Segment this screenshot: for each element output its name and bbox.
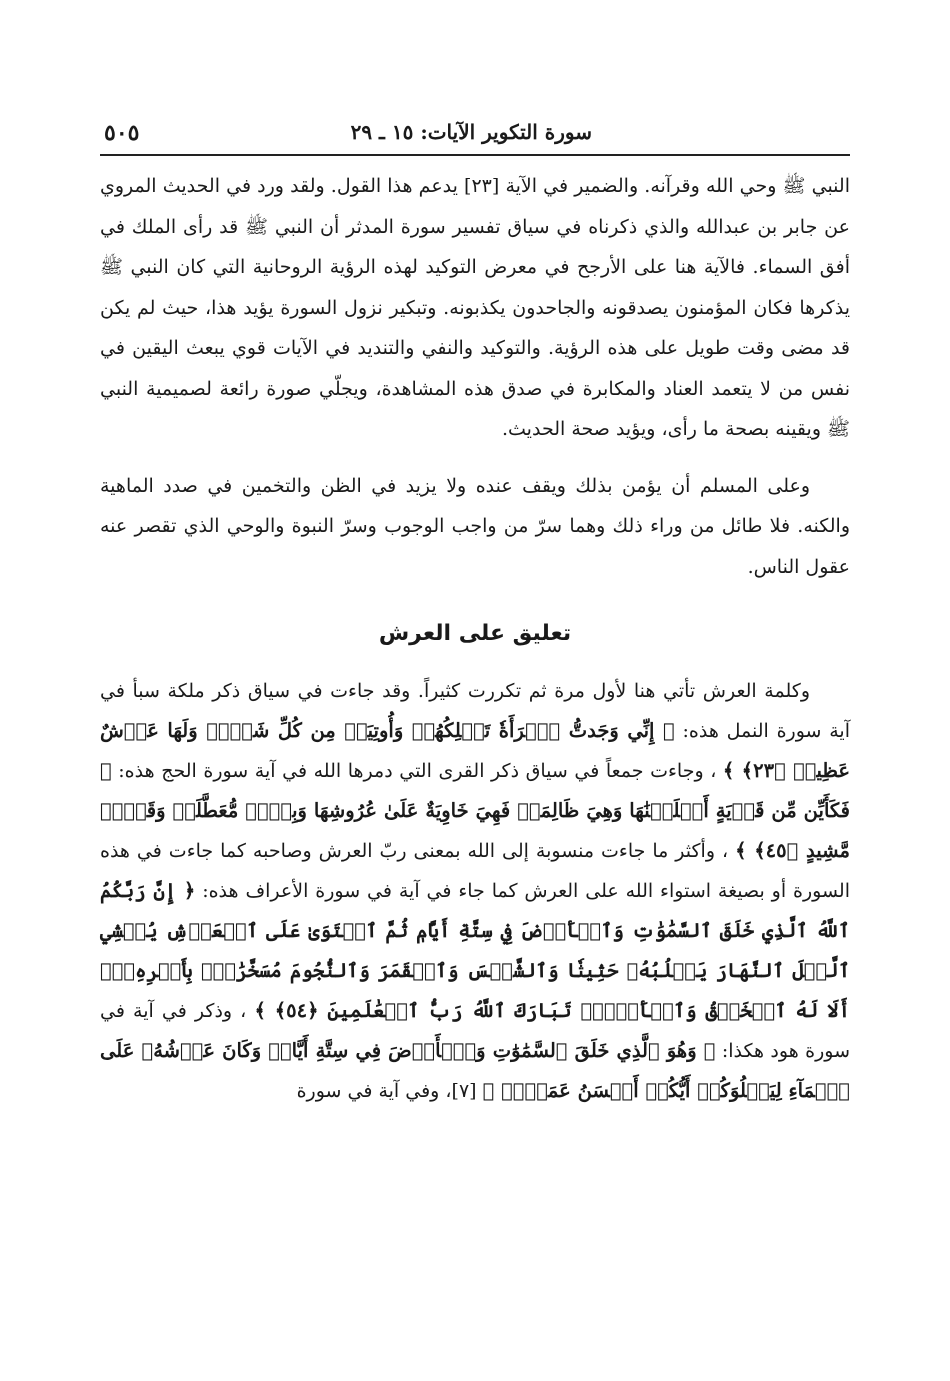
- book-page: [100, 118, 850, 1258]
- section-heading: تعليق على العرش: [378, 621, 572, 646]
- text-segment: [٧]، وفي آية في سورة: [296, 1080, 483, 1102]
- paragraph-throne: [100, 671, 850, 1111]
- quran-verse-araf: ﴿ إِنَّ رَبَّكُمُ ٱللَّهُ ٱلَّذِي خَلَقَ ٱلسَّمَٰوَٰتِ وَٱلۡأَرۡضَ فِي سِتَّةِ أَيَّامٖ ثُمَّ ٱسۡتَوَىٰ عَلَى ٱلۡعَرۡشِ يُغۡشِي ٱلَّيۡلَ ٱلنَّهَارَ يَطۡلُبُهُۥ حَثِيثٗا وَٱلشَّمۡسَ وَٱلۡقَمَرَ وَٱلنُّجُومَ مُسَخَّرَٰتِۭ بِأَمۡرِهِۦٓۗ أَلَا لَهُ ٱلۡخَلۡقُ وَٱلۡأَمۡرُۗ تَبَارَكَ ٱللَّهُ رَبُّ ٱلۡعَٰلَمِينَ ﴿٥٤﴾ ﴾: [100, 879, 851, 1022]
- text-segment: ، وأكثر ما جاءت منسوبة إلى الله بمعنى ربّ العرش وصاحبه كما جاءت في هذه السورة أو بصيغة استواء الله على العرش كما جاء في آية في سورة الأعراف هذه:: [100, 840, 850, 902]
- running-header: [100, 118, 850, 156]
- quran-verse-naml: ﴿ إِنِّي وَجَدتُّ ٱمۡرَأَةٗ تَمۡلِكُهُمۡ وَأُوتِيَتۡ مِن كُلِّ شَيۡءٖ وَلَهَا عَرۡشٌ عَظِيمٞ ﴿٢٣﴾ ﴾: [100, 719, 851, 782]
- paragraph-belief: وعلى المسلم أن يؤمن بذلك ويقف عنده ولا يزيد في الظن والتخمين في صدد الماهية والكنه. فلا طائل من وراء ذلك وهما سرّ من واجب الوجوب وسرّ النبوة والوحي الذي تقصر عنه عقول الناس.: [100, 474, 850, 578]
- quran-verse-hajj: ﴿ فَكَأَيِّن مِّن قَرۡيَةٍ أَهۡلَكۡنَٰهَا وَهِيَ ظَالِمَةٞ فَهِيَ خَاوِيَةٌ عَلَىٰ عُرُوشِهَا وَبِئۡرٖ مُّعَطَّلَةٖ وَقَصۡرٖ مَّشِيدٍ ﴿٤٥﴾ ﴾: [100, 759, 851, 862]
- text-segment: وكلمة العرش تأتي هنا لأول مرة ثم تكررت كثيراً. وقد جاءت في سياق ذكر ملكة سبأ في آية سورة النمل هذه:: [100, 680, 850, 742]
- header-title: سورة التكوير الآيات: ١٥ ـ ٢٩: [350, 120, 592, 144]
- page-number: ٥٠٥: [104, 120, 140, 146]
- text-segment: ، وجاءت جمعاً في سياق ذكر القرى التي دمرها الله في آية سورة الحج هذه:: [111, 760, 723, 782]
- paragraph-vision: النبي ﷺ وحي الله وقرآنه. والضمير في الآية [٢٣] يدعم هذا القول. ولقد ورد في الحديث المروي عن جابر بن عبدالله والذي ذكرناه في سياق تفسير سورة المدثر أن النبي ﷺ قد رأى الملك في أفق السماء. فالآية هنا على الأرجح في معرض التوكيد لهذه الرؤية الروحانية التي كان النبي ﷺ يذكرها فكان المؤمنون يصدقونه والجاحدون يكذبونه. وتبكير نزول السورة يؤيد هذا، حيث لم يكن قد مضى وقت طويل على هذه الرؤية. والتوكيد والنفي والتنديد في الآيات قوي يبعث اليقين في نفس من لا يتعمد العناد والمكابرة في صدق هذه المشاهدة، ويجلّي صورة رائعة لصميمية النبي ﷺ ويقينه بصحة ما رأى، ويؤيد صحة الحديث.: [100, 175, 850, 440]
- quran-verse-hud: ﴿ وَهُوَ ٱلَّذِي خَلَقَ ٱلسَّمَٰوَٰتِ وَٱلۡأَرۡضَ فِي سِتَّةِ أَيَّامٖ وَكَانَ عَرۡشُهُۥ عَلَى ٱلۡمَآءِ لِيَبۡلُوَكُمۡ أَيُّكُمۡ أَحۡسَنُ عَمَلٗاۗ ﴾: [100, 1039, 850, 1102]
- text-segment: ، وذكر في آية في سورة هود هكذا:: [100, 1000, 850, 1062]
